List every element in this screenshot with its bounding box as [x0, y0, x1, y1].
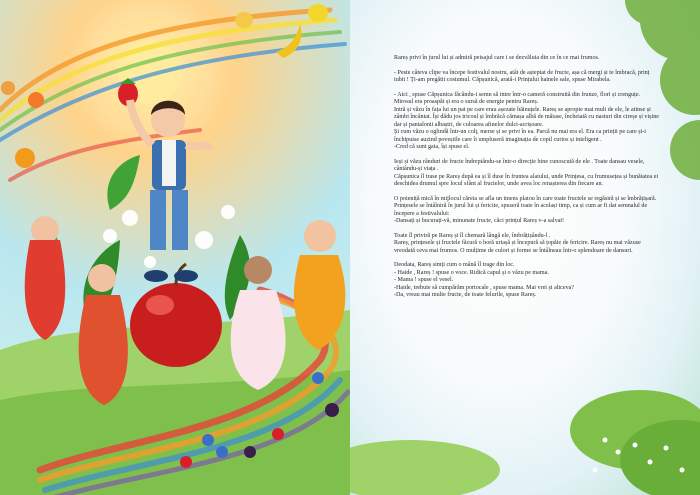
paragraph: Rareș privi în jurul lui și admiră peisajul care i se dezvăluia din ce în ce mai frumos.	[394, 55, 600, 61]
white-flowers	[103, 205, 235, 268]
prince-character	[130, 100, 210, 282]
story-text	[394, 55, 659, 307]
paragraph: Toate îl priviră pe Rareș și îl chemară lângă ele, îmbrățișându-l . Rareș, prințesele și fructele făcură o horă uriașă și începură să țopăie de fericire. Rareș nu mai văzuse vreodată ceva mai frumos. O mulțime de culori și forme se întâlneau într-o splendoare de dansuri.	[394, 232, 641, 254]
giant-apple	[130, 264, 222, 367]
bushes	[350, 390, 700, 495]
text-page	[350, 0, 700, 495]
paragraph: Deodata, Rareș simți cum o mână îl trage din loc. - Haide , Rareș ! spuse o voce. Ridică capul și o văzu pe mama. - Mama ! spuse el vesel. -Haide, trebuie să cumpărăm portocale , spuse mama. Mai vrei și altceva? -Da, vreau mai multe fructe, de toate felurile, spuse Rareș.	[394, 262, 575, 298]
orange	[15, 148, 35, 168]
paragraph: - Aici , spuse Căpșunica făcându-i semn să intre într-o cameră construită din frunze, flori și crenguțe. Mirosul era proaspăt și era o sursă de energie pentru Rareș. Intră și văzu în fața lui un pat pe care erau așezate hăinuțele. Rareș se apropie mai mult de ele, le atinse și zâmbi încântat. Își dădu jos tricoul și îmbrăcă cămașa albă de mătase, încheiată cu nasturi din cireșe și vișine dar și pantalonii albaștri, de culoarea afinelor dulci-acrișoare. Și cum văzu o oglindă într-un colț, merse și se privi în ea. Parcă nu mai era el. Era ca prinții pe care și-i închipuise auzind poveștile care îi umpluseră imaginația de copil curios și inteligent . -Cred că sunt gata, își spuse el.	[394, 91, 659, 150]
paragraph: - Peste câteva clipe va începe festivalul nostru, atât de așteptat de fructe, așa că mergi și te îmbracă, prinț iubit ! Ți-am pregătit costumul. Căpșunică, arată-i Prințului hainele sale, spuse Mirabela.	[394, 69, 650, 83]
fairy-red	[25, 216, 66, 340]
paragraph: O poieniță mică în mijlocul căreia se afla un imens platou în care toate fructele se regăsiră și se îmbrățișară. Prințesele se întâlniră în jurul lui și fericite, spuseră toate în același timp, ca și cum ar fi dat semnalul de începere a festivalului: -Dansați și bucurați-vă, minunate fructe, căci prințul Rareș v-a salvat!	[394, 195, 657, 224]
paragraph: Ieși și văzu rânduri de fructe îndreptându-se într-o direcție bine cunoscută de ele . Toate dansau vesele, cântându-și viața . Căpșunica îl trase pe Rareș după ea și îl duse în fruntea alaiului, unde Prințesa, cu frumusețea și bunătatea ei deschidea drumul spre locul sfânt al fructelor, unde avea loc renașterea din fiecare an.	[394, 158, 659, 187]
banana	[276, 24, 301, 58]
